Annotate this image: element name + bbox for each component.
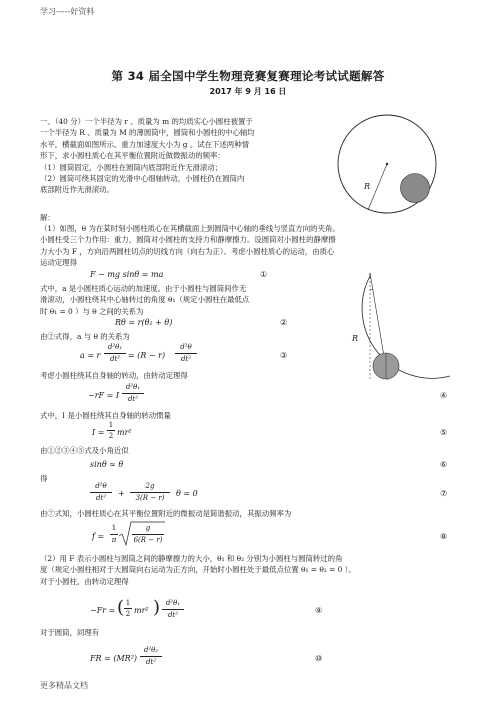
fraction-denominator: dt² <box>167 611 179 619</box>
text-relation: 由②式得，a 与 θ 的关系为 <box>40 332 130 341</box>
fraction-numerator: d²θ₁ <box>165 599 181 607</box>
fraction-bar <box>132 534 164 535</box>
fraction-numerator: d²θ <box>180 343 192 351</box>
text-harmonic: 由⑦式知，小圆柱质心在其平衡位置附近的微振动是简谐振动，其振动频率为 <box>40 509 292 518</box>
equation-8-number: ⑧ <box>440 532 448 541</box>
equation-1: F − mg sinθ = ma <box>90 270 164 279</box>
fraction-denominator: π <box>111 536 117 544</box>
equation-8-lhs: f = <box>92 532 105 541</box>
page-header: 学习-----好资料 <box>40 7 95 16</box>
page-title: 第 34 届全国中学生物理竞赛复赛理论考试试题解答 <box>111 69 385 83</box>
equation-3-mid: = (R − r) <box>128 351 166 360</box>
fraction-bar <box>175 353 197 354</box>
figure-1-radius-label: R <box>364 182 371 191</box>
fraction-bar <box>140 656 162 657</box>
solution-label: 解： <box>40 213 55 222</box>
text-line: 式中，a 是小圆柱质心运动的加速度。由于小圆柱与圆筒间作无 <box>40 284 247 293</box>
text-line: 时 θ₁ = 0 ）与 θ 之间的关系为 <box>40 306 144 316</box>
fraction-bar <box>107 430 115 431</box>
equation-10-lhs: FR = (MR²) <box>90 654 138 663</box>
fraction-bar <box>130 492 170 493</box>
problem-line: 一个半径为 R 、质量为 M 的薄圆筒中，圆筒和小圆柱的中心轴均 <box>40 128 255 138</box>
fraction-denominator: 3(R − r) <box>135 494 165 502</box>
problem-line: 一、（40 分）一个半径为 r 、质量为 m 的均质实心小圆柱被置于 <box>40 117 253 126</box>
equation-9-lhs: −Fr = <box>90 606 116 615</box>
fraction-denominator: 2 <box>108 432 114 440</box>
problem-line: 底部附近作无滑滚动。 <box>40 185 114 195</box>
solution-line: 运动定理得 <box>40 258 77 268</box>
equation-7-plus: + <box>118 489 125 498</box>
fraction-bar <box>124 608 132 609</box>
solution-part1 <box>40 223 340 269</box>
fraction-denominator: 2 <box>125 610 131 618</box>
equation-4-lhs: −rF = I <box>88 391 120 400</box>
solution-line: 力大小为 F ，方向沿两圆柱切点的切线方向（向右为正）。考虑小圆柱质心的运动，由质心 <box>40 246 335 256</box>
fraction-numerator: d²θ₁ <box>107 343 123 351</box>
fraction-numerator: d²θ₂ <box>143 646 159 654</box>
solution-line: （2）用 F 表示小圆柱与圆筒之间的静摩擦力的大小，θ₁ 和 θ₂ 分别为小圆柱与圆筒转过的角 <box>40 554 343 563</box>
equation-3-number: ③ <box>280 351 288 360</box>
fraction-bar <box>162 609 184 610</box>
equation-3-lhs: a = r <box>80 351 101 360</box>
equation-10-number: ⑩ <box>315 654 323 663</box>
solution-line: 对于小圆柱，由转动定理得 <box>40 576 129 586</box>
solution-line: 度（规定小圆柱相对于大圆筒向右运动为正方向，开始时小圆柱处于最低点位置 θ₁ = θ₂ = 0 ）。 <box>40 565 356 575</box>
equation-9-mid: mr² <box>134 606 149 615</box>
fraction-numerator: 2g <box>145 482 155 490</box>
sqrt-numerator: g <box>145 524 151 532</box>
fraction-denominator: dt² <box>109 355 121 363</box>
text-small-angle: 由①②③④⑤式及小角近似 <box>40 446 129 455</box>
fraction-bar <box>122 393 144 394</box>
problem-line: （2）圆筒可绕其固定的光滑中心细轴转动，小圆柱仍在圆筒内 <box>40 174 245 184</box>
fraction-numerator: d²θ₁ <box>125 383 141 391</box>
fraction-denominator: dt² <box>145 658 157 666</box>
equation-5-lhs: I = <box>92 428 105 437</box>
fraction-bar <box>110 534 118 535</box>
text-inertia: 式中，I 是小圆柱绕其自身轴的转动惯量 <box>40 411 171 420</box>
equation-9-number: ⑨ <box>315 606 323 615</box>
text-thus: 得 <box>40 474 48 483</box>
figure-2-radius-label: R <box>352 334 359 343</box>
solution-part2 <box>40 553 356 587</box>
figure-angle-diagram <box>360 268 450 383</box>
equation-7-rhs: θ = 0 <box>176 489 198 498</box>
equation-4-number: ④ <box>440 391 448 400</box>
equation-1-number: ① <box>260 270 268 279</box>
fraction-denominator: dt² <box>180 355 192 363</box>
equation-2: Rθ = r(θ₁ + θ) <box>115 318 173 327</box>
fraction-numerator: d²θ <box>95 482 107 490</box>
problem-line: 形下，求小圆柱质心在其平衡位置附近做微振动的频率： <box>40 151 225 161</box>
exam-date: 2017 年 9 月 16 日 <box>209 87 287 96</box>
sqrt-denominator: 6(R − r) <box>133 536 163 544</box>
equation-7-number: ⑦ <box>440 489 448 498</box>
fraction-numerator: 1 <box>111 524 117 532</box>
problem-line: （1）圆筒固定，小圆柱在圆筒内底部附近作无滑滚动； <box>40 162 223 172</box>
equation-5-rhs: mr² <box>117 428 132 437</box>
fraction-numerator: 1 <box>108 421 114 429</box>
text-line: 滑滚动，小圆柱绕其中心轴转过的角度 θ₁（规定小圆柱在最低点 <box>40 295 250 305</box>
problem-statement <box>40 116 255 196</box>
paren-right: ) <box>153 597 161 618</box>
problem-line: 水平，横截面如图所示。重力加速度大小为 g 。试在下述两种情 <box>40 139 249 149</box>
paren-left: ( <box>117 597 125 618</box>
fraction-numerator: 1 <box>125 599 131 607</box>
equation-5-number: ⑤ <box>440 428 448 437</box>
equation-2-number: ② <box>280 318 288 327</box>
fraction-bar <box>90 492 112 493</box>
solution-line: （1）如图，θ 为在某时刻小圆柱质心在其横截面上到圆筒中心轴的垂线与竖直方向的夹角。 <box>40 224 340 233</box>
equation-6-number: ⑥ <box>440 460 448 469</box>
text-tube: 对于圆筒，同理有 <box>40 628 100 637</box>
solution-line: 小圆柱受三个力作用：重力，圆筒对小圆柱的支持力和静摩擦力。设圆筒对小圆柱的静摩擦 <box>40 235 336 245</box>
equation-6: sinθ ≈ θ <box>90 460 124 469</box>
figure-cylinder-in-tube <box>335 112 445 222</box>
fraction-bar <box>104 353 126 354</box>
text-acceleration <box>40 283 249 317</box>
fraction-denominator: dt² <box>95 494 107 502</box>
page-footer: 更多精品文档 <box>40 681 88 690</box>
fraction-denominator: dt² <box>127 395 139 403</box>
text-rotation: 考虑小圆柱绕其自身轴的转动，由转动定理得 <box>40 371 188 380</box>
